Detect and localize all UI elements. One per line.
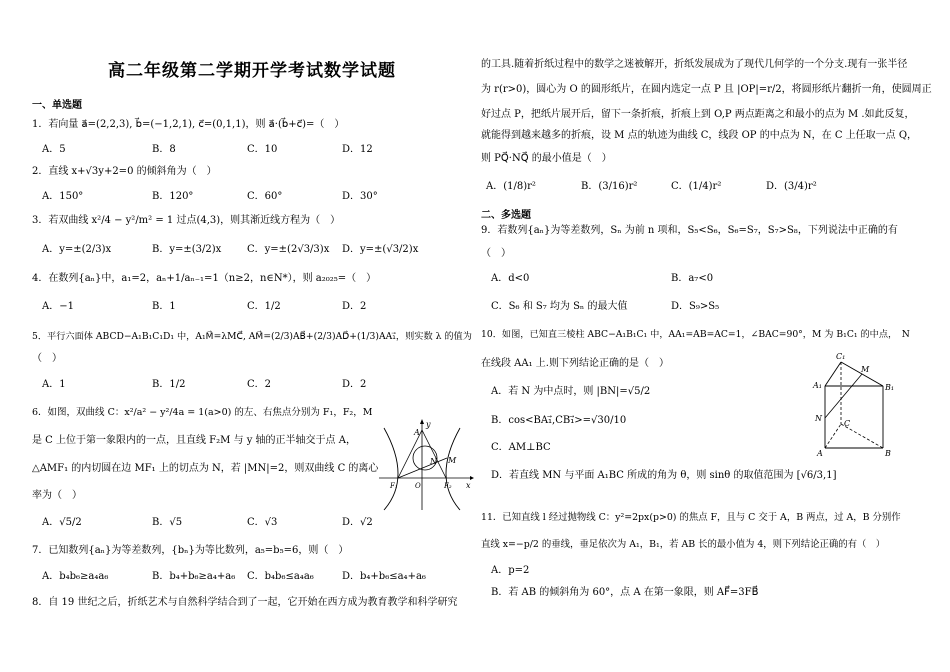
edge-a-c: [825, 424, 841, 448]
option-d[interactable]: D．y=±(√3/2)x: [342, 244, 419, 255]
option-c[interactable]: C．b₄b₆≤a₄a₆: [247, 571, 314, 582]
label-x: x: [466, 481, 471, 490]
label-f2: F₂: [444, 482, 452, 490]
question-8-line3: 为 r(r>0)，圆心为 O 的圆形纸片，在圆内选定一点 P 且 |OP|=r/2，将圆形纸片翻折一角，使圆周正: [481, 84, 932, 95]
option-a[interactable]: A．−1: [42, 301, 74, 312]
option-b[interactable]: B．8: [152, 144, 176, 155]
option-a[interactable]: A．5: [42, 144, 66, 155]
prism-figure: [811, 350, 901, 458]
option-c[interactable]: C．y=±(2√3/3)x: [247, 244, 330, 255]
question-6-line4: 率为（ ）: [32, 490, 82, 501]
label-n: N: [815, 414, 822, 423]
option-c[interactable]: C．10: [247, 144, 278, 155]
option-d[interactable]: D．2: [342, 379, 367, 390]
option-c[interactable]: C．√3: [247, 517, 278, 528]
question-8-line4: 好过点 P，把纸片展开后，留下一条折痕，折痕上到 O,P 两点距离之和最小的点为 M .如此反复，: [481, 109, 915, 120]
question-5-tail: （ ）: [32, 353, 62, 364]
label-b1: B₁: [885, 383, 895, 392]
question-3-stem: 3．若双曲线 x²/4 − y²/m² = 1 过点(4,3)，则其渐近线方程为（ ）: [32, 215, 341, 226]
question-6-line1: 6．如图，双曲线 C：x²/a² − y²/4a = 1(a>0) 的左、右焦点分别为 F₁，F₂，M: [32, 407, 373, 418]
option-b[interactable]: B．y=±(3/2)x: [152, 244, 222, 255]
section-multi-choice: 二、多选题: [481, 210, 531, 221]
question-6-line2: 是 C 上位于第一象限内的一点，且直线 F₂M 与 y 轴的正半轴交于点 A，: [32, 435, 356, 446]
question-8-line2: 的工具.随着折纸过程中的数学之迷被解开，折纸发展成为了现代几何学的一个分支.现有一张半径: [481, 59, 908, 70]
label-n: N: [430, 457, 437, 466]
option-c[interactable]: C．60°: [247, 191, 283, 202]
option-d[interactable]: D．(3/4)r²: [766, 181, 817, 192]
option-b[interactable]: B．b₄+b₆≥a₄+a₆: [152, 571, 236, 582]
hyperbola-figure: [374, 418, 474, 513]
option-b[interactable]: B．1: [152, 301, 176, 312]
x-axis-arrow: [470, 476, 474, 480]
question-10-option-b[interactable]: B．cos<BA₁⃗,CB₁⃗>=√30/10: [491, 415, 627, 426]
question-8-line5: 就能得到越来越多的折痕，设 M 点的轨迹为曲线 C，线段 OP 的中点为 N，在 C 上任取一点 Q，: [481, 130, 918, 141]
option-a[interactable]: A．1: [42, 379, 66, 390]
question-10-option-a[interactable]: A．若 N 为中点时，则 |BN|=√5/2: [491, 386, 651, 397]
option-d[interactable]: D．30°: [342, 191, 378, 202]
segment-a-f1: [398, 430, 422, 478]
option-b[interactable]: B．120°: [152, 191, 194, 202]
left-branch: [384, 428, 398, 510]
question-5-stem: 5．平行六面体 ABCD−A₁B₁C₁D₁ 中，A₁M⃗=λMC⃗, AM⃗=(2/3)AB⃗+(2/3)AD⃗+(1/3)AA₁⃗，则实数 λ 的值为: [32, 331, 472, 342]
segment-f2-a: [422, 430, 446, 478]
question-11-option-a[interactable]: A．p=2: [491, 565, 530, 576]
option-a[interactable]: A．y=±(2/3)x: [42, 244, 112, 255]
option-d[interactable]: D．2: [342, 301, 367, 312]
question-11-line2: 直线 x=−p/2 的垂线，垂足依次为 A₁，B₁，若 AB 长的最小值为 4，则下列结论正确的有（ ）: [481, 539, 886, 550]
question-2-stem: 2．直线 x+√3y+2=0 的倾斜角为（ ）: [32, 166, 217, 177]
right-branch: [446, 428, 460, 510]
label-a: A: [414, 428, 420, 437]
right-column: [481, 0, 932, 672]
label-c1: C₁: [836, 352, 846, 361]
label-m: M: [448, 456, 457, 465]
label-m: M: [861, 365, 870, 374]
question-7-stem: 7．已知数列{aₙ}为等差数列，{bₙ}为等比数列，a₅=b₅=6，则（ ）: [32, 545, 349, 556]
y-axis-arrow: [420, 419, 424, 424]
label-o: O: [415, 482, 421, 490]
question-9-stem: 9．若数列{aₙ}为等差数列，Sₙ 为前 n 项和，S₅<S₆，S₆=S₇，S₇>S₈，下列说法中正确的有: [481, 225, 898, 236]
option-d[interactable]: D．12: [342, 144, 373, 155]
question-11-option-b[interactable]: B．若 AB 的倾斜角为 60°，点 A 在第一象限，则 AF⃗=3FB⃗: [491, 587, 759, 598]
option-a[interactable]: A．(1/8)r²: [486, 181, 536, 192]
option-c[interactable]: C．1/2: [247, 301, 281, 312]
option-b[interactable]: B．√5: [152, 517, 183, 528]
option-b[interactable]: B．1/2: [152, 379, 186, 390]
label-a1: A₁: [813, 381, 822, 390]
option-d[interactable]: D．b₄+b₆≤a₄+a₆: [342, 571, 426, 582]
edge-a1-c1: [825, 362, 841, 386]
option-a[interactable]: A．150°: [42, 191, 84, 202]
section-single-choice: 一、单选题: [32, 100, 82, 111]
question-6-line3: △AMF₁ 的内切圆在边 MF₁ 上的切点为 N，若 |MN|=2，则双曲线 C 的离心: [32, 463, 379, 474]
page-title: 高二年级第二学期开学考试数学试题: [108, 61, 396, 81]
option-a[interactable]: A．√5/2: [42, 517, 82, 528]
segment-f1-m: [398, 458, 447, 478]
segment-n-m: [825, 374, 862, 418]
option-b[interactable]: B．a₇<0: [671, 273, 714, 284]
label-y: y: [426, 420, 431, 429]
label-c: C: [844, 419, 851, 428]
option-d[interactable]: D．S₉>S₅: [671, 301, 720, 312]
question-10-line1: 10．如图，已知直三棱柱 ABC−A₁B₁C₁ 中，AA₁=AB=AC=1，∠BAC=90°，M 为 B₁C₁ 的中点， N: [481, 329, 910, 340]
option-c[interactable]: C．2: [247, 379, 272, 390]
question-8-line1: 8．自 19 世纪之后，折纸艺术与自然科学结合到了一起，它开始在西方成为教育教学和科学研究: [32, 597, 458, 608]
question-10-option-c[interactable]: C．AM⊥BC: [491, 442, 551, 453]
label-f1: F₁: [390, 482, 398, 490]
option-d[interactable]: D．√2: [342, 517, 373, 528]
option-c[interactable]: C．S₆ 和 S₇ 均为 Sₙ 的最大值: [491, 301, 628, 312]
question-8-line6: 则 PQ⃗·NQ⃗ 的最小值是（ ）: [481, 153, 612, 164]
question-11-line1: 11．已知直线 l 经过抛物线 C：y²=2px(p>0) 的焦点 F，且与 C 交于 A，B 两点，过 A，B 分别作: [481, 512, 901, 523]
left-column: [32, 0, 472, 672]
question-10-option-d[interactable]: D．若直线 MN 与平面 A₁BC 所成的角为 θ，则 sinθ 的取值范围为 [√6/3,1]: [491, 470, 837, 481]
option-c[interactable]: C．(1/4)r²: [671, 181, 722, 192]
option-b[interactable]: B．(3/16)r²: [581, 181, 638, 192]
question-9-tail: （ ）: [481, 248, 511, 259]
question-4-stem: 4．在数列{aₙ}中，a₁=2，aₙ+1/aₙ₋₁=1（n≥2，n∈N*），则 a₂₀₂₅=（ ）: [32, 273, 377, 284]
option-a[interactable]: A．b₄b₆≥a₄a₆: [42, 571, 109, 582]
question-10-line2: 在线段 AA₁ 上.则下列结论正确的是（ ）: [481, 358, 669, 369]
label-a: A: [817, 449, 823, 458]
option-a[interactable]: A．d<0: [491, 273, 530, 284]
label-b: B: [885, 449, 891, 458]
question-1-stem: 1．若向量 a⃗=(2,2,3), b⃗=(−1,2,1), c⃗=(0,1,1)，则 a⃗·(b⃗+c⃗)=（ ）: [32, 119, 345, 130]
